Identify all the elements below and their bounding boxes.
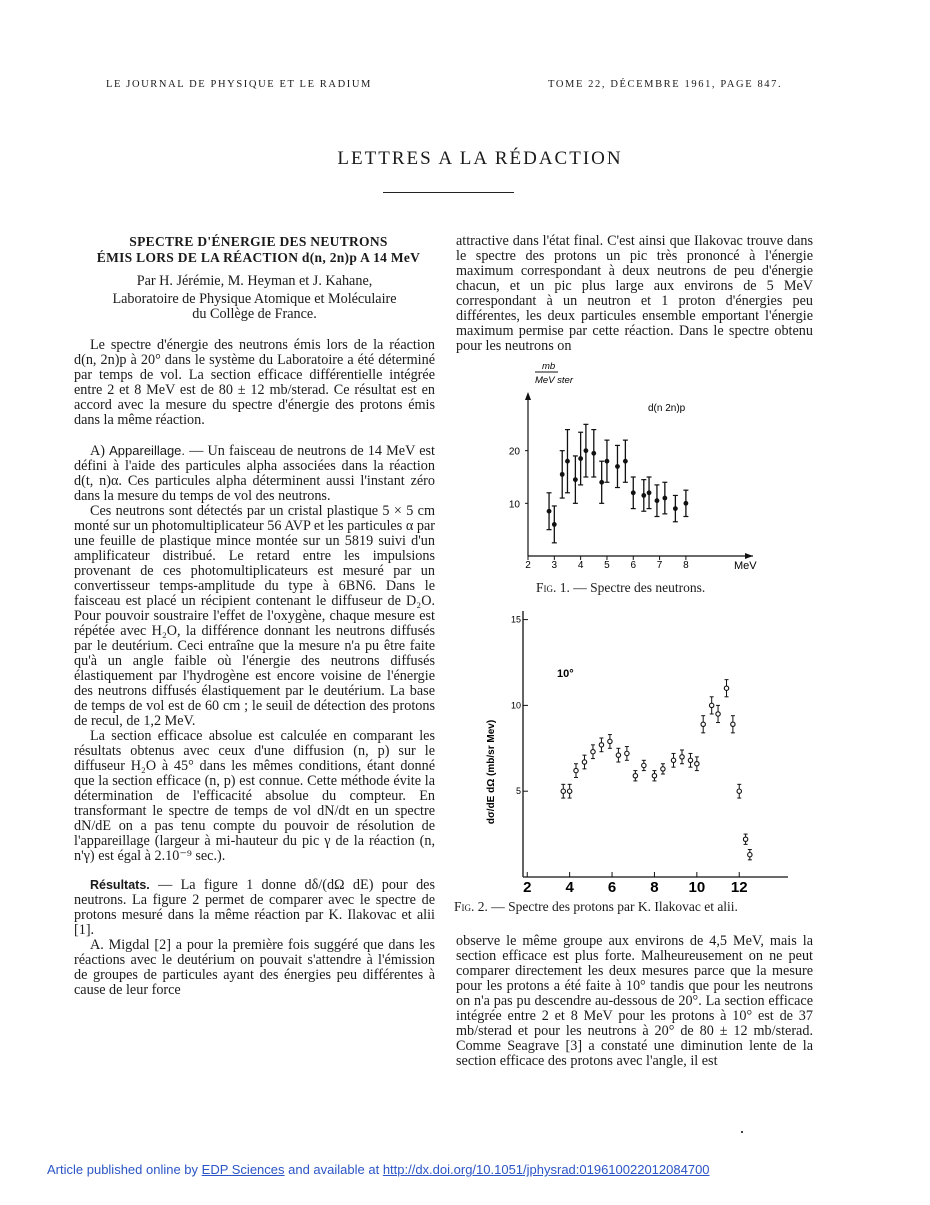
figure1-x-tick-label: 2 <box>525 560 531 571</box>
figure1-data-point <box>655 498 660 503</box>
affiliation-line2: du Collège de France. <box>192 306 317 322</box>
figure2-ylabel: dσ/dE dΩ (mb/sr Mev) <box>486 719 497 825</box>
figure1-x-tick-label: 5 <box>604 560 610 571</box>
figure2-data-point <box>743 837 747 841</box>
abstract-paragraph: Le spectre d'énergie des neutrons émis lors de la réaction d(n, 2n)p à 20° dans le système du Laboratoire a été déterminé par temps de vol. La section efficace différentielle intégrée entre 2 et 8 MeV est de 80 ± 12 mb/sterad. Ce résultat est en accord avec la mesure du spectre d'énergie des protons émis dans la même réaction. <box>74 337 435 428</box>
figure1-axes <box>509 372 753 571</box>
figure2-y-tick-label: 10 <box>510 700 521 711</box>
figure2-caption-text: — Spectre des protons par K. Ilakovac et alii. <box>487 899 738 914</box>
figure1-data-point <box>631 490 636 495</box>
figure1-x-tick-label: 7 <box>656 560 663 571</box>
figure2-caption-label: Fig. 2. <box>454 899 488 914</box>
figure1-data-point <box>578 456 583 461</box>
figure2-data-point <box>608 739 612 743</box>
apparatus-text: — Un faisceau de neutrons de 14 MeV est défini à l'aide des particules alpha associées dans la réaction d(t, n)α. Ces particules alpha déterminent aussi l'instant zéro dans la mesure du temps de vol des neutrons. <box>74 443 435 504</box>
figure2-data-point <box>709 703 713 707</box>
figure2-axes <box>511 611 788 896</box>
figure2-proton-spectrum <box>478 600 798 896</box>
volume-info: TOME 22, DÉCEMBRE 1961, PAGE 847. <box>548 79 783 90</box>
figure1-data-point <box>647 490 652 495</box>
figure2-data-point <box>748 852 752 856</box>
figure1-data-point <box>547 509 552 514</box>
figure2-data-point <box>616 753 620 757</box>
results-paragraph <box>74 878 435 938</box>
figure1-data-point <box>599 480 604 485</box>
figure2-x-tick-label: 12 <box>730 879 748 896</box>
figure1-y-tick-label: 10 <box>508 499 520 511</box>
figure1-data-point <box>591 451 596 456</box>
figure2-data-point <box>716 712 720 716</box>
figure1-y-arrow <box>525 392 531 400</box>
article-authors: Par H. Jérémie, M. Heyman et J. Kahane, <box>136 273 373 289</box>
figure1-x-tick-label: 3 <box>551 560 558 571</box>
figure1-data-point <box>615 464 620 469</box>
figure2-data-point <box>642 763 646 767</box>
figure1-xlabel: MeV <box>734 560 757 572</box>
left-column <box>74 234 435 998</box>
figure1-data-point <box>662 496 667 501</box>
figure2-data-point <box>574 768 578 772</box>
apparatus-prefix: A) <box>90 443 110 459</box>
journal-name: LE JOURNAL DE PHYSIQUE ET LE RADIUM <box>106 79 372 90</box>
publication-footer <box>47 1162 710 1177</box>
results-text: — La figure 1 donne dδ/(dΩ dE) pour des neutrons. La figure 2 permet de comparer avec le spectre de protons mesuré dans la même réaction par K. Ilakovac et alii [1]. <box>74 877 435 938</box>
figure1-data-points <box>547 424 689 542</box>
figure2-data-point <box>625 751 629 755</box>
figure2-y-tick-label: 15 <box>510 614 521 625</box>
publisher-link[interactable]: EDP Sciences <box>201 1162 285 1177</box>
figure1-data-point <box>605 459 610 464</box>
article-title-line1: SPECTRE D'ÉNERGIE DES NEUTRONS <box>129 234 388 249</box>
article-title-line2: ÉMIS LORS DE LA RÉACTION d(n, 2n)p A 14 MeV <box>96 250 421 265</box>
footer-prefix: Article published online by <box>47 1162 202 1177</box>
figure2-data-point <box>731 722 735 726</box>
figure2-data-point <box>582 760 586 764</box>
apparatus-paragraph <box>74 443 435 504</box>
figure2-y-tick-label: 5 <box>515 786 521 797</box>
figure1-caption-text: — Spectre des neutrons. <box>569 580 706 595</box>
figure1-x-tick-label: 8 <box>683 560 689 571</box>
figure1-data-point <box>683 501 688 506</box>
figure1-data-point <box>623 459 628 464</box>
figure2-data-point <box>724 686 728 690</box>
figure1-reaction-label: d(n 2n)p <box>648 403 686 414</box>
figure1-data-point <box>641 493 646 498</box>
figure2-data-points <box>561 680 752 860</box>
figure2-data-point <box>737 789 741 793</box>
figure2-data-point <box>567 789 571 793</box>
results-heading: Résultats. <box>90 878 150 892</box>
figure1-x-tick-label: 4 <box>577 560 584 571</box>
figure2-data-point <box>680 755 684 759</box>
figure2-x-tick-label: 8 <box>650 879 659 896</box>
figure1-data-point <box>552 522 557 527</box>
figure1-data-point <box>560 472 565 477</box>
figure1-caption <box>536 580 705 596</box>
figure1-x-tick-label: 6 <box>630 560 637 571</box>
title-divider <box>383 192 514 193</box>
figure2-data-point <box>695 762 699 766</box>
figure2-x-tick-label: 6 <box>607 879 617 896</box>
doi-link[interactable]: http://dx.doi.org/10.1051/jphysrad:019610022012084700 <box>382 1162 710 1177</box>
migdal-paragraph: A. Migdal [2] a pour la première fois suggéré que dans les réactions avec le deutérium on pouvait s'attendre à l'émission de groupes de particules ayant des énergies peu différentes à cause de leur force <box>74 937 435 998</box>
apparatus-heading: Appareillage. <box>109 443 186 458</box>
figure1-y-tick-label: 20 <box>508 446 520 458</box>
cross-section-paragraph: La section efficace absolue est calculée en comparant les résultats obtenus avec ceux d'une diffusion (n, p) sur le diffuseur H₂O à 45° dans les mêmes conditions, étant donné que la section efficace (n, p) est connue. Cette méthode évite la détermination de l'efficacité absolue du compteur. En transformant le spectre de temps de vol dN/dt en un spectre dN/dE on a pas tenu compte du pouvoir de résolution de l'appareillage (largeur à mi-hauteur du pic γ de la réaction (n, n'γ) est égal à 2.10⁻⁹ sec.). <box>74 728 435 864</box>
figure1-ylabel-numerator: mb <box>542 361 556 372</box>
figure2-x-tick-label: 10 <box>688 879 706 896</box>
figure1-x-arrow <box>745 553 753 559</box>
right-top-paragraph: attractive dans l'état final. C'est ainsi que Ilakovac trouve dans le spectre des protons un pic très prononcé à l'énergie maximum correspondant à deux neutrons de peu d'énergie chacun, et un pic plus large aux environs de 5 MeV correspondant à un neutron et 1 proton d'énergies peu différentes, les deux particules ensemble emportant l'énergie maximum permise par cette réaction. Dans le spectre obtenu pour les neutrons on <box>456 233 813 354</box>
figure2-caption <box>454 899 738 915</box>
detector-paragraph: Ces neutrons sont détectés par un cristal plastique 5 × 5 cm monté sur un photomultiplicateur 56 AVP et les particules α par une feuille de plastique mince montée sur un 5819 suivi d'un amplificateur distribué. Le retard entre les impulsions provenant de ces photomultiplicateurs est mesuré par un convertisseur temps-amplitude du type à 6BN6. Dans le faisceau est placé un récipient contenant le diffuseur de D₂O. Pour pouvoir soustraire l'effet de l'oxygène, chaque mesure est répétée avec H₂O, la différence donnant les neutrons diffusés par le deutérium. Ceci entraîne que la mesure n'a pu être faite qu'à un angle faible où l'énergie des neutrons diffusés élastiquement par l'hydrogène est encore voisine de l'énergie des neutrons diffusés élastiquement par le deutérium. La base de temps de vol est de 60 cm ; le seuil de détection des protons de recul, de 1,2 MeV. <box>74 503 435 729</box>
figure2-angle-label: 10° <box>557 668 574 680</box>
figure1-data-point <box>573 477 578 482</box>
figure1-caption-label: Fig. 1. <box>536 580 570 595</box>
figure1-data-point <box>565 459 570 464</box>
figure1-ylabel-denominator: MeV ster <box>535 375 574 386</box>
footer-middle: and available at <box>284 1162 383 1177</box>
figure2-x-tick-label: 4 <box>565 879 574 896</box>
figure1-data-point <box>583 448 588 453</box>
figure1-neutron-spectrum <box>500 358 770 576</box>
right-bottom-paragraph: observe le même groupe aux environs de 4,5 MeV, mais la section efficace est plus forte. Malheureusement on ne peut comparer directement les deux mesures parce que la mesure pour les protons a été faite à 10° tandis que pour les neutrons on n'a pas pu descendre au-dessous de 20°. La section efficace intégrée entre 2 et 8 MeV pour les protons à 10° est de 37 mb/sterad et pour les neutrons à 20° de 80 ± 12 mb/sterad. Comme Seagrave [3] a constaté une diminution lente de la section efficace des protons avec l'angle, il est <box>456 933 813 1069</box>
figure1-data-point <box>673 506 678 511</box>
figure2-data-point <box>652 774 656 778</box>
figure2-data-point <box>561 789 565 793</box>
figure2-data-point <box>688 758 692 762</box>
affiliation-line1: Laboratoire de Physique Atomique et Moléculaire <box>112 291 397 307</box>
figure2-x-tick-label: 2 <box>523 879 532 896</box>
figure2-data-point <box>661 767 665 771</box>
figure2-data-point <box>599 743 603 747</box>
figure2-data-point <box>591 750 595 754</box>
figure2-data-point <box>671 758 675 762</box>
figure2-data-point <box>701 722 705 726</box>
stray-dot <box>741 1131 743 1133</box>
figure2-data-point <box>633 774 637 778</box>
section-title: LETTRES A LA RÉDACTION <box>337 148 623 169</box>
